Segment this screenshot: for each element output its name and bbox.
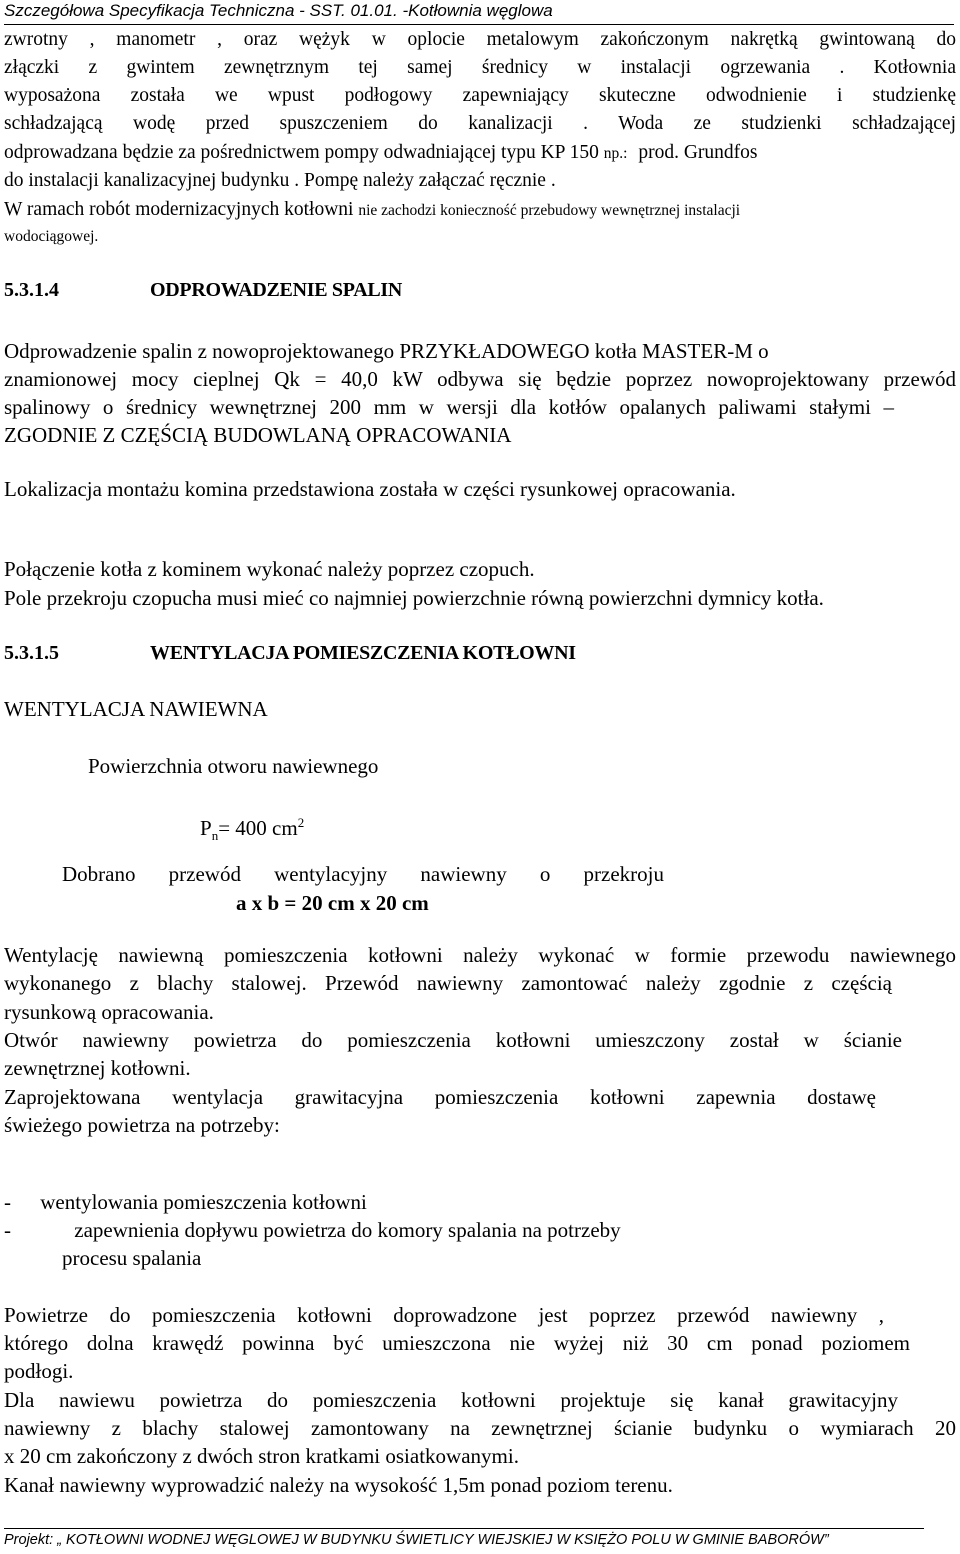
duct-dimension: a x b = 20 cm x 20 cm xyxy=(236,891,429,915)
wentylacja-nawiewna-heading: WENTYLACJA NAWIEWNA xyxy=(4,697,268,721)
intro-line-1: zwrotny , manometr , oraz wężyk w oplocie metalowym zakończonym nakrętką gwintowaną do xyxy=(4,29,956,50)
intro-line-5-np: np.: xyxy=(603,145,628,162)
chosen-duct: Dobrano przewód wentylacyjny nawiewny o przekroju xyxy=(62,862,664,886)
page-header: Szczegółowa Specyfikacja Techniczna - SST. 01.01. -Kotłownia węglowa xyxy=(4,0,954,25)
powietrze-line-2: którego dolna krawędź powinna być umieszczona nie wyżej niż 30 cm ponad poziomem xyxy=(4,1331,910,1355)
section-535-title: WENTYLACJA POMIESZCZENIA KOTŁOWNI xyxy=(150,642,576,664)
nawiew-line-2: nawiewny z blachy stalowej zamontowany na zewnętrznej ścianie budynku o wymiarach 20 xyxy=(4,1416,956,1440)
intro-line-6: do instalacji kanalizacyjnej budynku . Pompę należy załączać ręcznie . xyxy=(4,170,556,191)
list-text: zapewnienia dopływu powietrza do komory spalania na potrzeby xyxy=(74,1218,621,1242)
czopuch-line-1: Połączenie kotła z kominem wykonać należy poprzez czopuch. xyxy=(4,557,535,581)
spaliny-line-1: Odprowadzenie spalin z nowoprojektowanego PRZYKŁADOWEGO kotła MASTER-M o xyxy=(4,339,769,363)
spaliny-line-4: ZGODNIE Z CZĘŚCIĄ BUDOWLANĄ OPRACOWANIA xyxy=(4,423,512,447)
intro-line-5-tail: prod. Grundfos xyxy=(638,142,758,163)
intro-line-5-main: odprowadzana będzie za pośrednictwem pompy odwadniającej typu KP 150 xyxy=(4,142,599,163)
list-item xyxy=(4,1218,621,1242)
spaliny-line-3: spalinowy o średnicy wewnętrznej 200 mm w wersji dla kotłów opalanych paliwami stałymi – xyxy=(4,395,894,419)
intro-note-b: nie zachodzi konieczność przebudowy wewnętrznej instalacji xyxy=(358,202,741,219)
intro-line-2: złączki z gwintem zewnętrznym tej samej średnicy w instalacji ogrzewania . Kotłownia xyxy=(4,57,956,78)
went-line-2: wykonanego z blachy stalowej. Przewód nawiewny zamontować należy zgodnie z częścią xyxy=(4,971,892,995)
went-line-4: Otwór nawiewny powietrza do pomieszczenia kotłowni umieszczony został w ścianie xyxy=(4,1028,902,1052)
intro-note xyxy=(4,198,740,223)
area-label: Powierzchnia otworu nawiewnego xyxy=(88,754,379,778)
section-534-title: ODPROWADZENIE SPALIN xyxy=(150,279,402,301)
list-text: wentylowania pomieszczenia kotłowni xyxy=(40,1190,367,1214)
list-item xyxy=(4,1190,367,1214)
formula-subscript: n xyxy=(211,828,219,844)
nawiew-line-1: Dla nawiewu powietrza do pomieszczenia kotłowni projektuje się kanał grawitacyjny xyxy=(4,1388,898,1412)
formula-symbol: P xyxy=(200,816,212,840)
powietrze-line-3: podłogi. xyxy=(4,1359,74,1383)
went-line-3: rysunkową opracowania. xyxy=(4,1000,214,1024)
spaliny-line-2: znamionowej mocy cieplnej Qk = 40,0 kW odbywa się będzie poprzez nowoprojektowany przewód xyxy=(4,367,956,391)
powietrze-line-1: Powietrze do pomieszczenia kotłowni doprowadzone jest poprzez przewód nawiewny , xyxy=(4,1303,884,1327)
list-dash: - xyxy=(4,1218,11,1242)
intro-note-c: wodociągowej. xyxy=(4,228,99,245)
went-line-5: zewnętrznej kotłowni. xyxy=(4,1056,191,1080)
komin-lokalizacja: Lokalizacja montażu komina przedstawiona została w części rysunkowej opracowania. xyxy=(4,477,736,501)
section-534-number: 5.3.1.4 xyxy=(4,279,59,301)
intro-note-a: W ramach robót modernizacyjnych kotłowni xyxy=(4,199,354,220)
intro-line-4: schładzającą wodę przed spuszczeniem do kanalizacji . Woda ze studzienki schładzającej xyxy=(4,113,956,134)
nawiew-line-4: Kanał nawiewny wyprowadzić należy na wysokość 1,5m ponad poziom terenu. xyxy=(4,1473,673,1497)
list-dash: - xyxy=(4,1190,11,1214)
page-footer: Projekt: „ KOTŁOWNI WODNEJ WĘGLOWEJ W BUDYNKU ŚWIETLICY WIEJSKIEJ W KSIĘŻO POLU W GMINIE BABORÓW” xyxy=(4,1528,924,1551)
section-535-number: 5.3.1.5 xyxy=(4,642,59,664)
went-line-6: Zaprojektowana wentylacja grawitacyjna pomieszczenia kotłowni zapewnia dostawę xyxy=(4,1085,876,1109)
went-line-7: świeżego powietrza na potrzeby: xyxy=(4,1113,280,1137)
intro-line-3: wyposażona została we wpust podłogowy zapewniający skuteczne odwodnienie i studzienkę xyxy=(4,85,956,106)
nawiew-line-3: x 20 cm zakończony z dwóch stron kratkami osiatkowanymi. xyxy=(4,1444,519,1468)
list-continuation: procesu spalania xyxy=(62,1246,202,1270)
formula-superscript: 2 xyxy=(297,815,305,830)
czopuch-line-2: Pole przekroju czopucha musi mieć co najmniej powierzchnie równą powierzchni dymnicy kotła. xyxy=(4,586,824,610)
went-line-1: Wentylację nawiewną pomieszczenia kotłowni należy wykonać w formie przewodu nawiewnego xyxy=(4,943,956,967)
formula-value: = 400 cm xyxy=(218,816,298,840)
intro-line-5 xyxy=(4,141,758,166)
area-formula xyxy=(200,811,304,848)
